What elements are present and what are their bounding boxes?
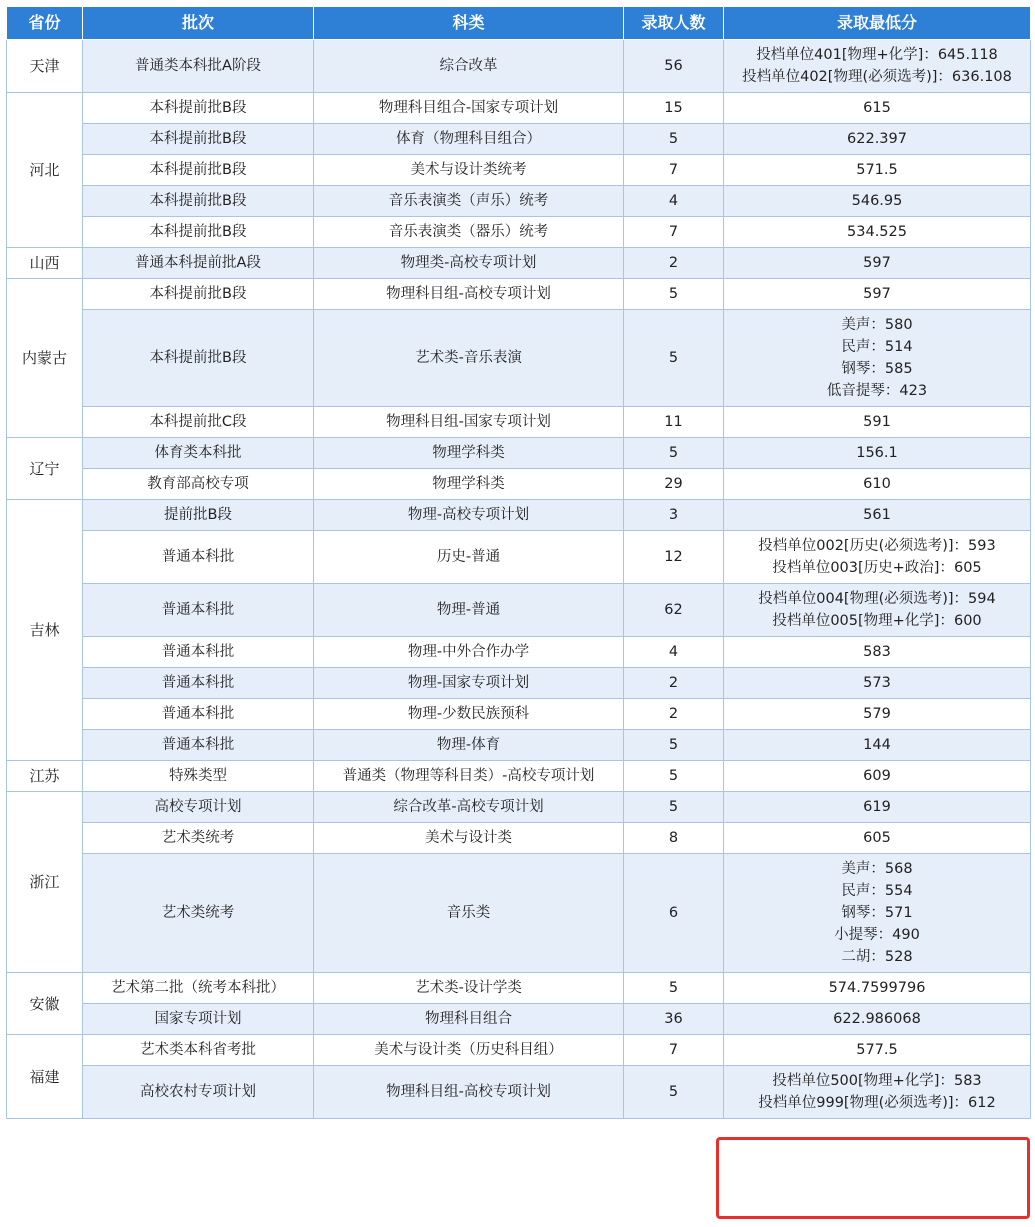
header-subject: 科类 [314, 7, 624, 40]
count-cell: 5 [624, 761, 724, 792]
table-row [7, 438, 1031, 469]
count-cell: 5 [624, 730, 724, 761]
min-score-cell [724, 469, 1031, 500]
table-row [7, 310, 1031, 407]
table-row [7, 668, 1031, 699]
table-row [7, 186, 1031, 217]
min-score-line: 民声：554 [841, 883, 913, 899]
min-score-cell [724, 186, 1031, 217]
min-score-line: 574.7599796 [828, 980, 926, 996]
subject-cell: 艺术类-音乐表演 [314, 310, 624, 407]
province-cell: 辽宁 [7, 438, 83, 500]
min-score-cell [724, 823, 1031, 854]
min-score-cell [724, 279, 1031, 310]
min-score-cell [724, 699, 1031, 730]
min-score-line: 投档单位401[物理+化学]：645.118 [756, 47, 998, 63]
min-score-line: 573 [863, 675, 891, 691]
batch-cell: 国家专项计划 [83, 1004, 314, 1035]
min-score-cell [724, 730, 1031, 761]
min-score-cell [724, 93, 1031, 124]
table-header-row [7, 7, 1031, 40]
min-score-cell [724, 761, 1031, 792]
subject-cell: 物理-体育 [314, 730, 624, 761]
subject-cell: 物理类-高校专项计划 [314, 248, 624, 279]
min-score-line: 597 [863, 255, 891, 271]
table-body [7, 40, 1031, 1119]
count-cell: 2 [624, 248, 724, 279]
header-count: 录取人数 [624, 7, 724, 40]
subject-cell: 综合改革 [314, 40, 624, 93]
count-cell: 11 [624, 407, 724, 438]
min-score-cell [724, 792, 1031, 823]
min-score-line: 投档单位500[物理+化学]：583 [772, 1073, 982, 1089]
min-score-line: 二胡：528 [841, 949, 913, 965]
province-cell: 内蒙古 [7, 279, 83, 438]
province-cell: 山西 [7, 248, 83, 279]
min-score-line: 561 [863, 507, 891, 523]
table-row [7, 1035, 1031, 1066]
batch-cell: 艺术类统考 [83, 823, 314, 854]
table-row [7, 531, 1031, 584]
count-cell: 5 [624, 124, 724, 155]
table-row [7, 730, 1031, 761]
min-score-line: 622.986068 [833, 1011, 921, 1027]
header-province: 省份 [7, 7, 83, 40]
min-score-cell [724, 584, 1031, 637]
batch-cell: 艺术类本科省考批 [83, 1035, 314, 1066]
table-row [7, 124, 1031, 155]
min-score-line: 低音提琴：423 [826, 383, 928, 399]
table-row [7, 854, 1031, 973]
table-row [7, 248, 1031, 279]
count-cell: 7 [624, 217, 724, 248]
batch-cell: 特殊类型 [83, 761, 314, 792]
batch-cell: 本科提前批B段 [83, 310, 314, 407]
count-cell: 7 [624, 155, 724, 186]
min-score-line: 583 [863, 644, 891, 660]
table-row [7, 40, 1031, 93]
batch-cell: 普通本科批 [83, 699, 314, 730]
batch-cell: 高校专项计划 [83, 792, 314, 823]
subject-cell: 物理科目组合 [314, 1004, 624, 1035]
count-cell: 56 [624, 40, 724, 93]
subject-cell: 体育（物理科目组合） [314, 124, 624, 155]
min-score-line: 小提琴：490 [834, 927, 920, 943]
min-score-line: 609 [863, 768, 891, 784]
batch-cell: 普通本科提前批A段 [83, 248, 314, 279]
subject-cell: 音乐表演类（声乐）统考 [314, 186, 624, 217]
count-cell: 6 [624, 854, 724, 973]
subject-cell: 物理-中外合作办学 [314, 637, 624, 668]
subject-cell: 物理科目组-国家专项计划 [314, 407, 624, 438]
count-cell: 62 [624, 584, 724, 637]
min-score-line: 美声：568 [841, 861, 913, 877]
batch-cell: 体育类本科批 [83, 438, 314, 469]
min-score-line: 610 [863, 476, 891, 492]
min-score-line: 546.95 [851, 193, 903, 209]
subject-cell: 音乐表演类（器乐）统考 [314, 217, 624, 248]
table-row [7, 469, 1031, 500]
min-score-line: 投档单位005[物理+化学]：600 [772, 613, 982, 629]
batch-cell: 普通本科批 [83, 730, 314, 761]
count-cell: 12 [624, 531, 724, 584]
min-score-line: 615 [863, 100, 891, 116]
table-row [7, 155, 1031, 186]
min-score-cell [724, 854, 1031, 973]
count-cell: 5 [624, 973, 724, 1004]
table-row [7, 973, 1031, 1004]
count-cell: 36 [624, 1004, 724, 1035]
province-cell: 河北 [7, 93, 83, 248]
min-score-line: 577.5 [856, 1042, 898, 1058]
min-score-cell [724, 155, 1031, 186]
min-score-cell [724, 40, 1031, 93]
subject-cell: 历史-普通 [314, 531, 624, 584]
province-cell: 福建 [7, 1035, 83, 1119]
min-score-line: 投档单位003[历史+政治]：605 [772, 560, 982, 576]
min-score-cell [724, 637, 1031, 668]
batch-cell: 本科提前批B段 [83, 124, 314, 155]
min-score-cell [724, 500, 1031, 531]
province-cell: 江苏 [7, 761, 83, 792]
table-row [7, 699, 1031, 730]
subject-cell: 物理-少数民族预科 [314, 699, 624, 730]
min-score-cell [724, 1035, 1031, 1066]
count-cell: 29 [624, 469, 724, 500]
table-row [7, 407, 1031, 438]
min-score-line: 投档单位999[物理(必须选考)]：612 [758, 1095, 996, 1111]
subject-cell: 物理科目组-高校专项计划 [314, 1066, 624, 1119]
count-cell: 7 [624, 1035, 724, 1066]
min-score-cell [724, 310, 1031, 407]
min-score-line: 591 [863, 414, 891, 430]
min-score-cell [724, 1004, 1031, 1035]
table-row [7, 217, 1031, 248]
min-score-line: 投档单位004[物理(必须选考)]：594 [758, 591, 996, 607]
table-row [7, 823, 1031, 854]
subject-cell: 物理科目组-高校专项计划 [314, 279, 624, 310]
batch-cell: 教育部高校专项 [83, 469, 314, 500]
min-score-line: 钢琴：571 [841, 905, 913, 921]
min-score-line: 美声：580 [841, 317, 913, 333]
min-score-line: 571.5 [856, 162, 898, 178]
highlight-box [716, 1137, 1030, 1219]
min-score-cell [724, 248, 1031, 279]
subject-cell: 物理-国家专项计划 [314, 668, 624, 699]
subject-cell: 美术与设计类 [314, 823, 624, 854]
count-cell: 3 [624, 500, 724, 531]
min-score-cell [724, 1066, 1031, 1119]
province-cell: 天津 [7, 40, 83, 93]
table-row [7, 792, 1031, 823]
subject-cell: 物理科目组合-国家专项计划 [314, 93, 624, 124]
min-score-line: 622.397 [847, 131, 907, 147]
batch-cell: 本科提前批B段 [83, 155, 314, 186]
count-cell: 5 [624, 1066, 724, 1119]
batch-cell: 本科提前批B段 [83, 279, 314, 310]
min-score-line: 534.525 [847, 224, 907, 240]
subject-cell: 物理学科类 [314, 469, 624, 500]
batch-cell: 本科提前批B段 [83, 186, 314, 217]
count-cell: 2 [624, 668, 724, 699]
subject-cell: 物理学科类 [314, 438, 624, 469]
min-score-cell [724, 531, 1031, 584]
batch-cell: 艺术第二批（统考本科批） [83, 973, 314, 1004]
table-row [7, 761, 1031, 792]
subject-cell: 物理-高校专项计划 [314, 500, 624, 531]
min-score-line: 579 [863, 706, 891, 722]
batch-cell: 本科提前批B段 [83, 217, 314, 248]
min-score-cell [724, 438, 1031, 469]
subject-cell: 音乐类 [314, 854, 624, 973]
subject-cell: 普通类（物理等科目类）-高校专项计划 [314, 761, 624, 792]
min-score-line: 619 [863, 799, 891, 815]
batch-cell: 普通本科批 [83, 531, 314, 584]
table-row [7, 584, 1031, 637]
min-score-cell [724, 668, 1031, 699]
min-score-line: 钢琴：585 [841, 361, 913, 377]
admission-score-table [6, 6, 1031, 1119]
batch-cell: 普通类本科批A阶段 [83, 40, 314, 93]
table-row [7, 93, 1031, 124]
count-cell: 15 [624, 93, 724, 124]
subject-cell: 艺术类-设计学类 [314, 973, 624, 1004]
min-score-line: 144 [863, 737, 891, 753]
subject-cell: 美术与设计类统考 [314, 155, 624, 186]
min-score-cell [724, 407, 1031, 438]
count-cell: 8 [624, 823, 724, 854]
batch-cell: 普通本科批 [83, 584, 314, 637]
subject-cell: 美术与设计类（历史科目组） [314, 1035, 624, 1066]
province-cell: 吉林 [7, 500, 83, 761]
table-row [7, 1004, 1031, 1035]
table-row [7, 1066, 1031, 1119]
count-cell: 5 [624, 310, 724, 407]
min-score-cell [724, 124, 1031, 155]
count-cell: 5 [624, 438, 724, 469]
min-score-line: 156.1 [856, 445, 898, 461]
count-cell: 4 [624, 637, 724, 668]
min-score-cell [724, 217, 1031, 248]
province-cell: 浙江 [7, 792, 83, 973]
batch-cell: 本科提前批C段 [83, 407, 314, 438]
count-cell: 5 [624, 279, 724, 310]
header-min-score: 录取最低分 [724, 7, 1031, 40]
min-score-line: 605 [863, 830, 891, 846]
count-cell: 2 [624, 699, 724, 730]
batch-cell: 普通本科批 [83, 637, 314, 668]
batch-cell: 本科提前批B段 [83, 93, 314, 124]
min-score-line: 投档单位002[历史(必须选考)]：593 [758, 538, 996, 554]
table-row [7, 279, 1031, 310]
province-cell: 安徽 [7, 973, 83, 1035]
min-score-line: 投档单位402[物理(必须选考)]：636.108 [742, 69, 1012, 85]
min-score-cell [724, 973, 1031, 1004]
batch-cell: 高校农村专项计划 [83, 1066, 314, 1119]
batch-cell: 普通本科批 [83, 668, 314, 699]
table-row [7, 637, 1031, 668]
batch-cell: 提前批B段 [83, 500, 314, 531]
subject-cell: 综合改革-高校专项计划 [314, 792, 624, 823]
min-score-line: 民声：514 [841, 339, 913, 355]
count-cell: 4 [624, 186, 724, 217]
min-score-line: 597 [863, 286, 891, 302]
batch-cell: 艺术类统考 [83, 854, 314, 973]
table-row [7, 500, 1031, 531]
subject-cell: 物理-普通 [314, 584, 624, 637]
header-batch: 批次 [83, 7, 314, 40]
count-cell: 5 [624, 792, 724, 823]
